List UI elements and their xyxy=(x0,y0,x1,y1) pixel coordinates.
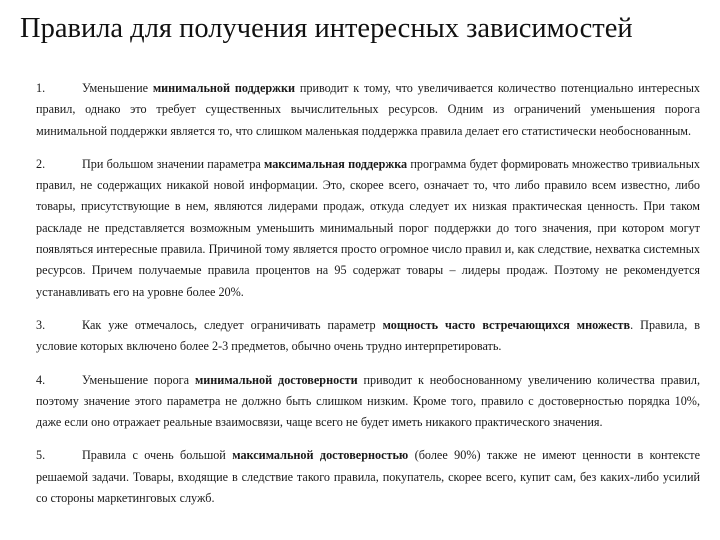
list-item xyxy=(36,370,700,434)
item-number: 3. xyxy=(36,317,46,332)
item-number: 2. xyxy=(36,156,46,171)
item-text-before: Как уже отмечалось, следует ограничивать параметр xyxy=(82,317,383,332)
list-item xyxy=(36,315,700,358)
item-text-before: При большом значении параметра xyxy=(82,156,264,171)
item-text-before: Уменьшение порога xyxy=(82,372,195,387)
item-text-before: Правила с очень большой xyxy=(82,448,233,463)
item-text-after: приводит к необоснованному увеличению количества правил, поэтому значение этого параметра не должно быть слишком низким. Кроме того, правило с достоверностью порядка 10%, даже если оно отражает реальные взаимосвязи, чаще всего не будет иметь никакого практического значения. xyxy=(36,372,701,430)
item-text-after: . Правила, в условие которых включено более 2-3 предметов, обычно очень трудно интерпретировать. xyxy=(36,317,701,354)
item-term: мощность часто встречающихся множеств xyxy=(382,317,631,332)
item-number: 4. xyxy=(36,372,46,387)
item-text-after: (более 90%) также не имеют ценности в контексте решаемой задачи. Товары, входящие в следствие такого правила, покупатель, скорее всего, купит сам, без каких-либо усилий со стороны маркетинговых служб. xyxy=(36,448,701,506)
item-term: минимальной поддержки xyxy=(152,81,296,95)
list-item xyxy=(36,78,700,142)
item-term: минимальной достоверности xyxy=(194,372,358,387)
item-text-after: программа будет формировать множество тривиальных правил, не содержащих никакой новой информации. Это, скорее всего, означает то, что либо правило всем известно, либо товары, присутствующие в нем, являются лидерами продаж, откуда следует их низкая практическая ценность. При таком раскладе не представляется возможным уменьшить минимальный порог поддержки до того значения, при котором могут появляться интересные правила. Причиной тому является просто огромное число правил и, как следствие, нехватка системных ресурсов. Причем получаемые правила процентов на 95 содержат товары – лидеры продаж. Поэтому не рекомендуется устанавливать его на уровне более 20%. xyxy=(36,156,700,299)
list-item xyxy=(36,445,700,509)
item-number: 5. xyxy=(36,448,46,463)
item-number: 1. xyxy=(36,81,46,95)
item-text-before: Уменьшение xyxy=(82,81,153,95)
item-term: максимальная поддержка xyxy=(263,156,408,171)
rules-list xyxy=(36,78,700,521)
item-text-after: приводит к тому, что увеличивается количество потенциально интересных правил, однако это требует существенных вычислительных ресурсов. Одним из ограничений уменьшения порога минимальной поддержки является то, что слишком маленькая поддержка правила делает его статистически необоснованным. xyxy=(36,81,700,138)
page-title: Правила для получения интересных зависимостей xyxy=(20,13,633,44)
list-item xyxy=(36,154,700,303)
item-term: максимальной достоверностью xyxy=(232,448,409,463)
